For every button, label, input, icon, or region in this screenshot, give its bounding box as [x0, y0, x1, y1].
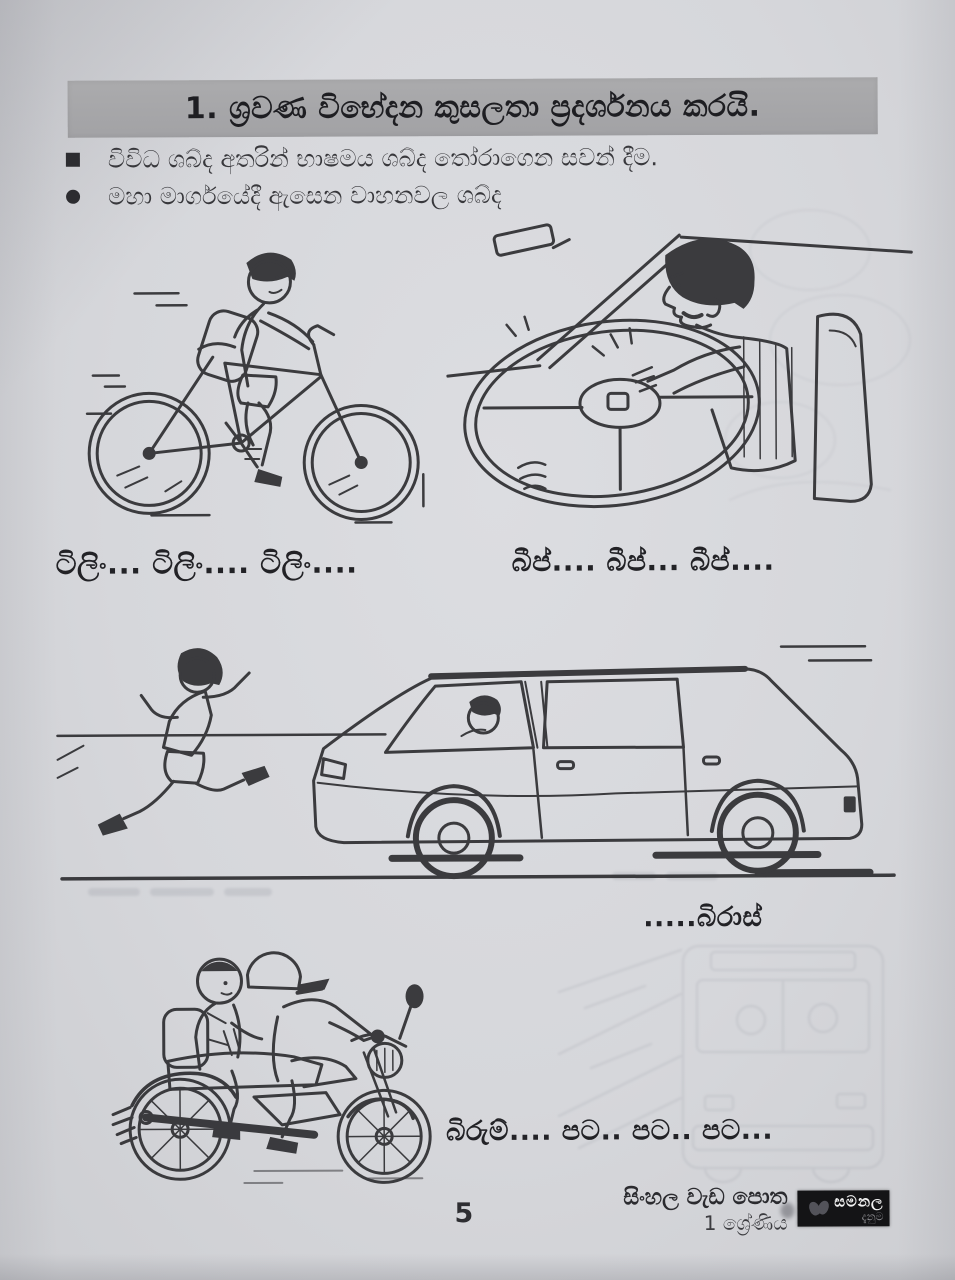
lesson-title: 1. ශ්‍රවණ විභේදන කුසලතා ප්‍රදර්ශනය කරයි. — [184, 88, 761, 127]
publisher-logo — [797, 1190, 889, 1226]
logo-watermark-smudge — [780, 1203, 794, 1219]
circle-bullet-icon — [66, 190, 80, 204]
car-horn-sound-caption: බීප්.... බීප්... බීප්.... — [511, 543, 775, 578]
photo-bottom-shadow — [0, 1254, 955, 1280]
boy-on-bicycle-illustration — [60, 222, 461, 539]
bullet-text: මහා මාර්ගයේදී ඇසෙන වාහනවල ශබ්ද — [108, 180, 502, 211]
bicycle-bell-sound-caption: ටිලිං... ටිලිං.... ටිලිං.... — [55, 545, 358, 581]
lesson-header-bar — [68, 77, 878, 138]
bullet-text: විවිධ ශබ්ද අතරින් භාෂමය ශබ්ද තෝරාගෙන සවන් දීම. — [107, 143, 659, 174]
publisher-logo-text — [834, 1194, 883, 1222]
car-passing-boy-illustration — [55, 628, 901, 902]
bullet-item — [62, 140, 822, 176]
publisher-tagline: දැනුම — [861, 1210, 884, 1224]
square-bullet-icon — [66, 153, 80, 167]
driver-honking-illustration — [443, 194, 922, 526]
grade-label: 1 ශ්‍රේණිය — [703, 1210, 788, 1236]
motorcycle-sound-caption: බිරුම්.... පට.. පට.. පට... — [446, 1114, 774, 1148]
publisher-name: සමනල — [834, 1192, 884, 1211]
butterfly-icon — [808, 1197, 830, 1219]
book-info — [557, 1185, 787, 1236]
car-passing-sound-caption: .....බිරාස් — [643, 901, 763, 934]
book-title: සිංහල වැඩ පොත — [623, 1184, 788, 1211]
page-number: 5 — [454, 1198, 474, 1230]
motorcycle-riders-illustration — [101, 918, 477, 1195]
